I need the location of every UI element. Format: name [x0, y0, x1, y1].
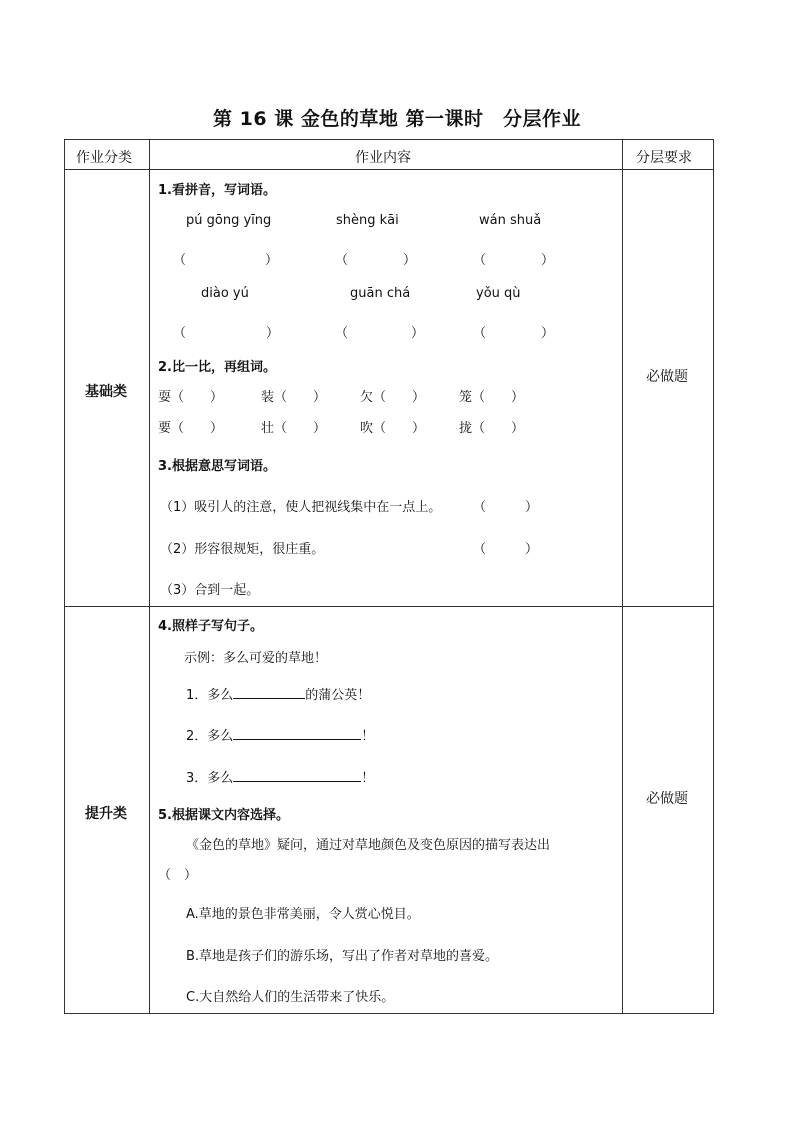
q5-option-a: A.草地的景色非常美丽，令人赏心悦目。	[186, 907, 420, 922]
q2-item: 欠（ ）	[360, 390, 426, 405]
q4-item-suffix: ！	[361, 771, 375, 786]
header-requirement: 分层要求	[636, 150, 692, 166]
q4-item-2	[186, 725, 374, 744]
category-advanced: 提升类	[85, 806, 127, 822]
q2-item: 耍（ ）	[158, 390, 224, 405]
bracket-close: ）	[266, 326, 280, 341]
q3-item-2: （2）形容很规矩，很庄重。	[160, 542, 325, 557]
q4-item-3	[186, 767, 374, 786]
q4-item-prefix: 1．多么	[186, 688, 234, 703]
q2-item: 壮（ ）	[261, 421, 327, 436]
q4-item-prefix: 2．多么	[186, 729, 234, 744]
q1-pinyin-1: pú gōng yīng	[186, 213, 272, 228]
q5-option-b: B.草地是孩子们的游乐场，写出了作者对草地的喜爱。	[186, 949, 499, 964]
requirement-advanced: 必做题	[646, 791, 688, 807]
answer-blank[interactable]	[233, 727, 361, 740]
q2-item: 装（ ）	[261, 390, 327, 405]
q5-stem: 《金色的草地》疑问，通过对草地颜色及变色原因的描写表达出	[186, 838, 551, 853]
requirement-basic: 必做题	[646, 369, 688, 385]
q5-option-c: C.大自然给人们的生活带来了快乐。	[186, 990, 395, 1005]
q1-pinyin-5: guān chá	[350, 286, 411, 301]
q4-item-1	[186, 684, 370, 703]
q3-item-1: （1）吸引人的注意，使人把视线集中在一点上。	[160, 500, 442, 515]
bracket-open: （	[473, 253, 487, 268]
bracket-close: ）	[541, 326, 555, 341]
q5-heading: 5.根据课文内容选择。	[158, 808, 289, 823]
bracket-open: （	[335, 253, 349, 268]
q4-heading: 4.照样子写句子。	[158, 619, 263, 634]
bracket-close: ）	[541, 253, 555, 268]
q2-item: 要（ ）	[158, 421, 224, 436]
q2-item: 拢（ ）	[459, 421, 525, 436]
q3-heading: 3.根据意思写词语。	[158, 459, 276, 474]
q2-item: 吹（ ）	[360, 421, 426, 436]
q5-stem-bracket: （ ）	[158, 868, 198, 883]
q4-item-suffix: ！	[361, 729, 375, 744]
answer-blank[interactable]	[233, 769, 361, 782]
q3-answer-1: （ ）	[473, 500, 539, 515]
q1-pinyin-3: wán shuǎ	[479, 213, 542, 228]
bracket-close: ）	[411, 326, 425, 341]
bracket-open: （	[473, 326, 487, 341]
q1-heading: 1.看拼音，写词语。	[158, 183, 276, 198]
q1-pinyin-6: yǒu qù	[476, 286, 521, 301]
bracket-open: （	[335, 326, 349, 341]
page-title: 第 16 课 金色的草地 第一课时 分层作业	[213, 108, 581, 130]
bracket-open: （	[173, 326, 187, 341]
q4-item-suffix: 的蒲公英！	[305, 688, 371, 703]
q3-answer-2: （ ）	[473, 542, 539, 557]
q1-pinyin-2: shèng kāi	[336, 213, 399, 228]
bracket-close: ）	[265, 253, 279, 268]
q4-item-prefix: 3．多么	[186, 771, 234, 786]
header-content: 作业内容	[355, 150, 411, 166]
header-category: 作业分类	[76, 150, 132, 166]
q3-item-3: （3）合到一起。	[160, 583, 260, 598]
bracket-close: ）	[403, 253, 417, 268]
q2-heading: 2.比一比，再组词。	[158, 360, 276, 375]
q4-example: 示例：多么可爱的草地！	[184, 651, 328, 666]
bracket-open: （	[173, 253, 187, 268]
answer-blank[interactable]	[233, 686, 305, 699]
q1-pinyin-4: diào yú	[201, 286, 249, 301]
q2-item: 笼（ ）	[459, 390, 525, 405]
category-basic: 基础类	[85, 384, 127, 400]
